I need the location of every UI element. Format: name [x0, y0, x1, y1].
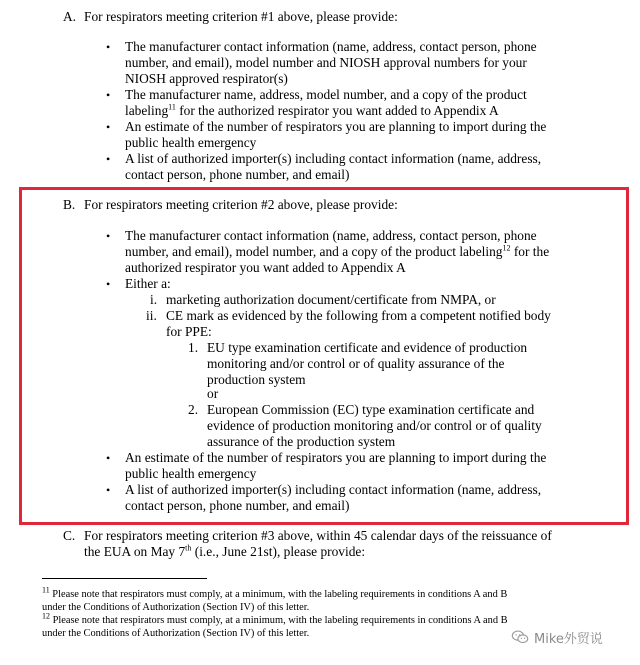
roman-ii-line-1: CE mark as evidenced by the following from a competent notified body	[166, 308, 551, 323]
b-bullet-3-line-1: An estimate of the number of respirators you are planning to import during the	[125, 450, 547, 465]
bullet-icon: •	[106, 277, 111, 291]
numbered-num-2: 2.	[188, 402, 199, 417]
b-bullet-1-line-3: authorized respirator you want added to Appendix A	[125, 260, 406, 275]
bullet-icon: •	[106, 451, 111, 465]
a-bullet-1-line-2: number, and email), model number and NIOSH approval numbers for your	[125, 55, 527, 70]
a-bullet-1-line-1: The manufacturer contact information (name, address, contact person, phone	[125, 39, 537, 54]
footnote-12-line-2: under the Conditions of Authorization (Section IV) of this letter.	[42, 628, 310, 639]
a-bullet-4-line-2: contact person, phone number, and email)	[125, 167, 350, 182]
a-bullet-3-line-1: An estimate of the number of respirators you are planning to import during the	[125, 119, 547, 134]
numbered-2-line-2: evidence of production monitoring and/or control or of quality	[207, 418, 542, 433]
or-connector: or	[207, 386, 219, 401]
bullet-icon: •	[106, 40, 111, 54]
bullet-icon: •	[106, 88, 111, 102]
a-bullet-3-line-2: public health emergency	[125, 135, 257, 150]
section-b-heading: For respirators meeting criterion #2 above, please provide:	[84, 197, 398, 212]
b-either-label: Either a:	[125, 276, 171, 291]
b-bullet-4-line-2: contact person, phone number, and email)	[125, 498, 350, 513]
roman-i-line-1: marketing authorization document/certificate from NMPA, or	[166, 292, 496, 307]
footnote-11-line-1: $^{11}$ Please note that respirators must comply, at a minimum, with the labeling requirements in conditions A and B	[42, 585, 508, 600]
a-bullet-4-line-1: A list of authorized importer(s) including contact information (name, address,	[125, 151, 542, 166]
b-bullet-3-line-2: public health emergency	[125, 466, 257, 481]
a-bullet-2-line-2: labeling$^{11}$ for the authorized respirator you want added to Appendix A	[125, 102, 499, 118]
footnote-ref-11: 11	[168, 102, 176, 112]
roman-num-i: i.	[150, 292, 158, 307]
bullet-icon: •	[106, 152, 111, 166]
bullet-icon: •	[106, 483, 111, 497]
numbered-2-line-1: European Commission (EC) type examination certificate and	[207, 402, 535, 417]
footnote-ref-12: 12	[502, 243, 511, 253]
roman-num-ii: ii.	[146, 308, 157, 323]
section-a-label: A.	[63, 9, 77, 24]
footnote-divider	[42, 578, 207, 579]
section-c-line-2: the EUA on May 7th (i.e., June 21st), please provide:	[84, 543, 366, 559]
numbered-num-1: 1.	[188, 340, 199, 355]
numbered-2-line-3: assurance of the production system	[207, 434, 396, 449]
numbered-1-line-3: production system	[207, 372, 306, 387]
footnote-11-line-2: under the Conditions of Authorization (Section IV) of this letter.	[42, 602, 310, 613]
a-bullet-2-line-1: The manufacturer name, address, model number, and a copy of the product	[125, 87, 527, 102]
a-bullet-1-line-3: NIOSH approved respirator(s)	[125, 71, 288, 86]
bullet-icon: •	[106, 120, 111, 134]
section-c-label: C.	[63, 528, 76, 543]
numbered-1-line-2: monitoring and/or control or of quality assurance of the	[207, 356, 505, 371]
bullet-icon: •	[106, 229, 111, 243]
wechat-icon	[511, 630, 529, 644]
b-bullet-1-line-1: The manufacturer contact information (name, address, contact person, phone	[125, 228, 537, 243]
section-a-heading: For respirators meeting criterion #1 above, please provide:	[84, 9, 398, 24]
b-bullet-4-line-1: A list of authorized importer(s) including contact information (name, address,	[125, 482, 542, 497]
footnote-12-line-1: $^{12}$ Please note that respirators must comply, at a minimum, with the labeling requirements in conditions A and B	[42, 611, 508, 626]
numbered-1-line-1: EU type examination certificate and evidence of production	[207, 340, 528, 355]
watermark	[511, 627, 603, 647]
section-b-label: B.	[63, 197, 76, 212]
roman-ii-line-2: for PPE:	[166, 324, 212, 339]
section-c-line-1: For respirators meeting criterion #3 above, within 45 calendar days of the reissuance of	[84, 528, 552, 543]
watermark-text: Mike外贸说	[534, 631, 603, 647]
b-bullet-1-line-2: number, and email), model number, and a copy of the product labeling$^{12}$ for the	[125, 243, 550, 259]
